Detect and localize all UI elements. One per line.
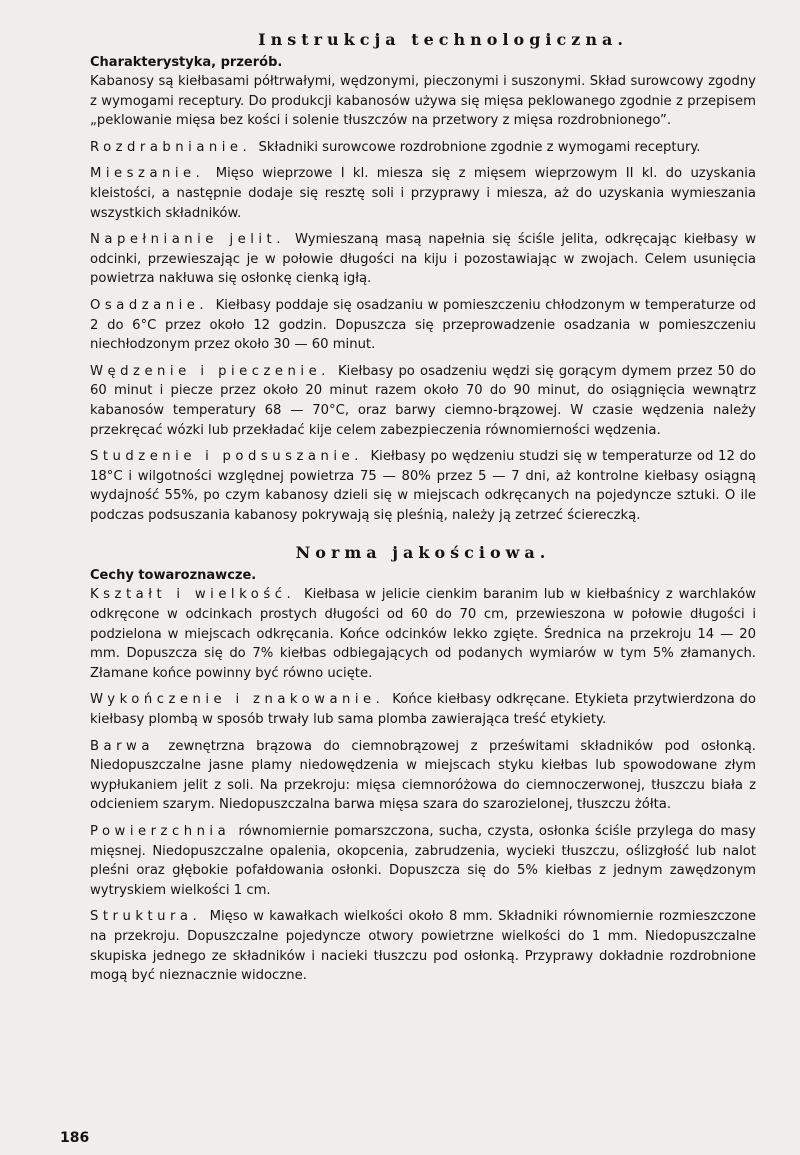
paragraph-mieszanie [90, 164, 756, 223]
subheading-cechy: Cechy towaroznawcze. [90, 568, 257, 584]
paragraph-osadzanie [90, 296, 756, 355]
paragraph-studzenie [90, 447, 756, 525]
paragraph-text: Kiełbasy poddaje się osadzaniu w pomieszczeniu chłodzonym w temperaturze od 2 do 6°C przez około 12 godzin. Dopuszcza się przeprowadzenie osadzania w pomieszczeniu niechłodzonym przez około 30 — 60 minut. [90, 297, 756, 353]
paragraph-struktura [90, 907, 756, 985]
section-title-instrukcja: Instrukcja technologiczna. [258, 30, 628, 49]
paragraph-barwa [90, 737, 756, 815]
paragraph-text: Składniki surowcowe rozdrobnione zgodnie z wymogami receptury. [258, 139, 701, 155]
section-title-norma: Norma jakościowa. [295, 543, 551, 563]
paragraph-lead: Osadzanie. [90, 297, 209, 313]
paragraph-ksztalt [90, 585, 756, 683]
paragraph-text: Kabanosy są kiełbasami półtrwałymi, wędzonymi, pieczonymi i suszonymi. Skład surowcowy zgodny z wymogami receptury. Do produkcji kabanosów używa się mięsa peklowanego zgodnie z przepisem „peklowanie mięsa bez kości i solenie tłuszczów na przetwory z mięsa rozdrobnionego”. [90, 74, 756, 129]
paragraph-rozdrabnianie [90, 138, 756, 158]
paragraph-text: Mięso w kawałkach wielkości około 8 mm. Składniki równomiernie rozmieszczone na przekroju. Dopuszczalne pojedyncze otwory powietrzne wielkości do 1 mm. Niedopuszczalne skupiska jednego ze składników i nacieki tłuszczu pod osłonką. Przyprawy dokładnie rozdrobnione mogą być nieznacznie widoczne. [90, 909, 756, 984]
paragraph-lead: Powierzchnia [90, 824, 231, 839]
paragraph-lead: Mieszanie. [90, 166, 205, 182]
paragraph-text: Końce kiełbasy odkręcane. Etykieta przytwierdzona do kiełbasy plombą w sposób trwały lub sama plomba zawierająca treść etykiety. [90, 692, 756, 728]
paragraph-text: równomiernie pomarszczona, sucha, czysta, osłonka ściśle przylega do masy mięsnej. Niedopuszczalne opalenia, okopcenia, zabrudzenia, wycieki tłuszczu, oślizgłość lub nalot pleśni oraz głębokie pofałdowania osłonki. Dopuszcza się do 5% kiełbas z jednym zawędzonym wytryskiem wielkości 1 cm. [90, 824, 756, 898]
paragraph-lead: Barwa [90, 738, 154, 754]
paragraph-wykonczenie [90, 690, 756, 729]
paragraph-lead: Struktura. [90, 909, 202, 925]
paragraph-lead: Wykończenie i znakowanie. [90, 692, 385, 708]
paragraph-text: Kiełbasy po osadzeniu wędzi się gorącym dymem przez 50 do 60 minut i piecze przez około 20 minut razem około 70 do 90 minut, do osiągnięcia wewnątrz kabanosów temperatury 68 — 70°C, oraz barwy ciemno-brązowej. W czasie wędzenia należy przekręcać wózki lub przekładać kije celem zabezpieczenia równomierności wędzenia. [90, 363, 756, 438]
page-number: 186 [60, 1130, 90, 1146]
paragraph-napelnianie [90, 230, 756, 289]
paragraph-wedzenie [90, 362, 756, 440]
paragraph-lead: Kształt i wielkość. [90, 587, 296, 603]
paragraph-intro [90, 72, 756, 131]
paragraph-text: Mięso wieprzowe I kl. miesza się z mięsem wieprzowym II kl. do uzyskania kleistości, a następnie dodaje się resztę soli i przyprawy i miesza, aż do uzyskania wymieszania wszystkich składników. [90, 166, 756, 221]
paragraph-lead: Napełnianie jelit. [90, 232, 285, 248]
paragraph-text: zewnętrzna brązowa do ciemnobrązowej z prześwitami składników pod osłonką. Niedopuszczalne jasne plamy niedowędzenia w miejscach styku kiełbas lub spowodowane złym wypłukaniem jelit z soli. Na przekroju: mięsa ciemnoróżowa do ciemnoczerwonej, tłuszczu biała z odcieniem szarym. Niedopuszczalna barwa mięsa szara do szarozielonej, tłuszczu żółta. [90, 738, 756, 813]
subheading-charakterystyka: Charakterystyka, przerób. [90, 55, 283, 70]
paragraph-text: Wymieszaną masą napełnia się ściśle jelita, odkręcając kiełbasy w odcinki, przewieszając je w połowie długości na kiju i pozostawiając w zwojach. Celem usunięcia powietrza nakłuwa się osłonkę cienką igłą. [90, 232, 756, 287]
paragraph-lead: Studzenie i podsuszanie. [90, 449, 363, 465]
paragraph-lead: Rozdrabnianie. [90, 139, 252, 155]
paragraph-text: Kiełbasa w jelicie cienkim baranim lub w kiełbaśnicy z warchlaków odkręcone w odcinkach prostych długości od 60 do 70 cm, przewieszona w połowie długości i podzielona w miejscach odkręcania. Końce odcinków lekko zgięte. Średnica na przekroju 14 — 20 mm. Dopuszcza się do 7% kiełbas odbiegających od podanych wymiarów w tym 5% złamanych. Złamane końce powinny być równo ucięte. [90, 587, 756, 681]
paragraph-lead: Wędzenie i pieczenie. [90, 363, 330, 379]
paragraph-powierzchnia [90, 822, 756, 900]
paragraph-text: Kiełbasy po wędzeniu studzi się w temperaturze od 12 do 18°C i wilgotności względnej powietrza 75 — 80% przez 5 — 7 dni, aż kontrolne kiełbasy osiągną wydajność 55%, po czym kabanosy dzieli się w miejscach odkręcanych na pojedyncze sztuki. O ile podczas podsuszania kabanosy pokrywają się pleśnią, należy ją zetrzeć ściereczką. [90, 449, 756, 523]
